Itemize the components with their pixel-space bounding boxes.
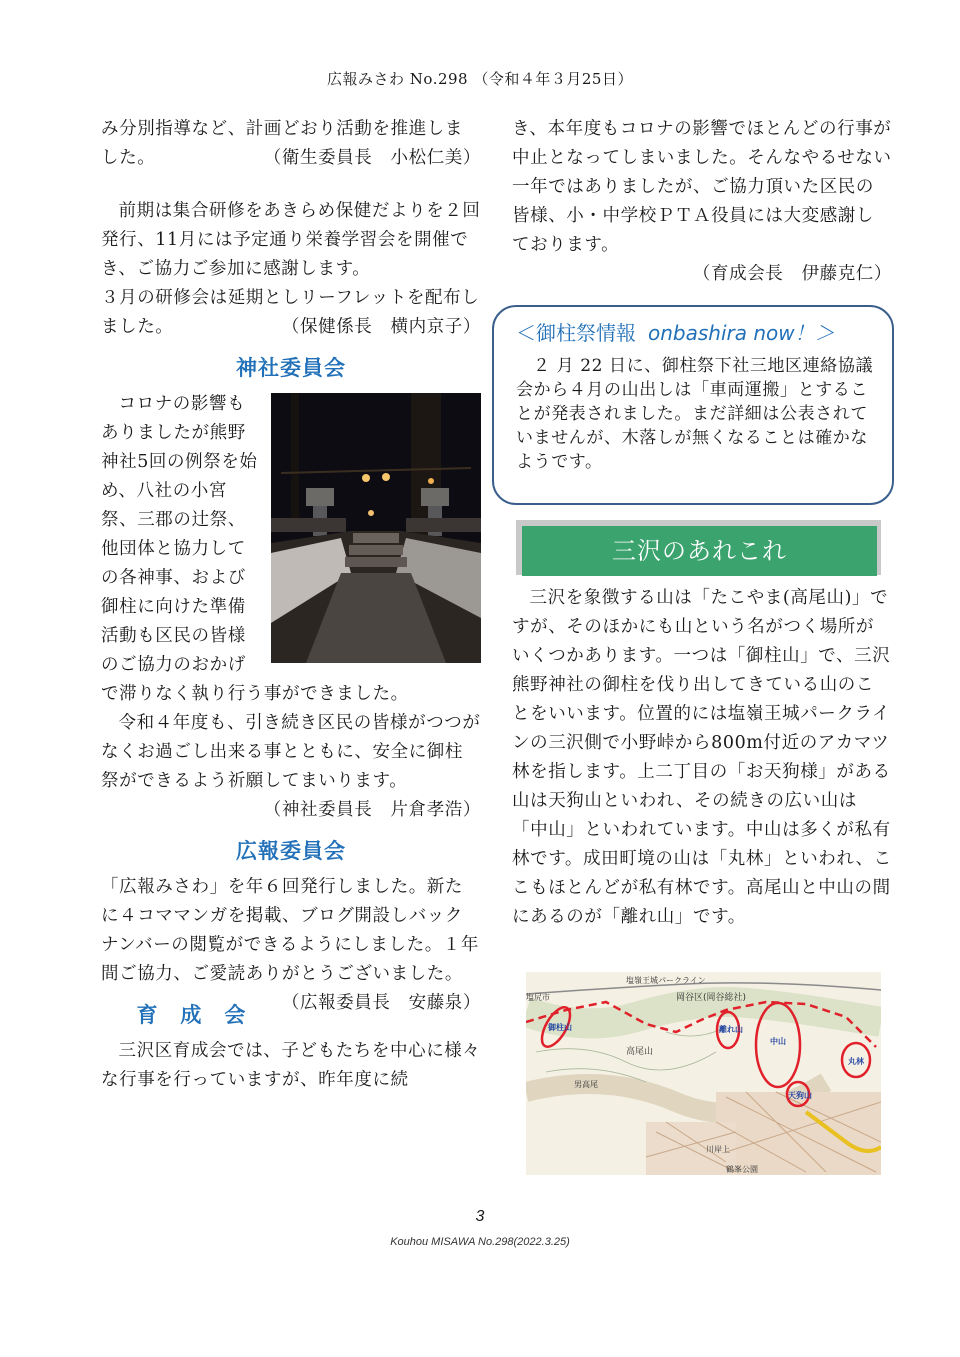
map-label-hanare: 離れ山 <box>719 1025 743 1034</box>
misawa-topics-banner: 三沢のあれこれ <box>522 526 877 576</box>
youth-report-continued: き、本年度もコロナの影響でほとんどの行事が中止となってしまいました。そんなやるせない一年ではありましたが、ご協力頂いた区民の皆様、小・中学校ＰＴＡ役員には大変感謝しております。 <box>512 119 892 255</box>
map-label-marubayashi: 丸林 <box>848 1057 864 1066</box>
onbashira-info-box <box>492 305 894 505</box>
footer-caption: Kouhou MISAWA No.298(2022.3.25) <box>390 1236 570 1248</box>
shrine-report-text-2: 令和４年度も、引き続き区民の皆様がつつがなくお過ごし出来る事とともに、安全に御柱祭ができるよう祈願してまいります。 <box>101 713 481 791</box>
sanitation-report-text: み分別指導など、計画どおり活動を推進しました。 （衛生委員長 小松仁美） <box>101 115 481 173</box>
youth-report-text: 三沢区育成会では、子どもたちを中心に様々な行事を行っていますが、昨年度に続 <box>101 1041 481 1090</box>
map-label-onbashira: 御柱山 <box>548 1023 572 1032</box>
shrine-signature: （神社委員長 片倉孝浩） <box>263 800 481 820</box>
page-number: 3 <box>475 1208 485 1225</box>
pr-report-text: 「広報みさわ」を年６回発行しました。新たに４コママンガを掲載、ブログ開設しバックナンバーの閲覧ができるようにしました。１年間ご協力、ご愛読ありがとうございました。 （広報委員長 安藤泉） <box>101 873 481 989</box>
health-report-text: 前期は集合研修をあきらめ保健だよりを２回発行、11月には予定通り栄養学習会を開催でき、ご協力ご参加に感謝します。 <box>101 201 481 279</box>
youth-signature: （育成会長 伊藤克仁） <box>692 264 892 284</box>
right-column <box>512 115 892 289</box>
shrine-report-text: コロナの影響もありましたが熊野神社5回の例祭を始め、八社の小宮祭、三郡の辻祭、他団体と協力しての各神事、および御柱に向けた準備活動も区民の皆様のご協力のおかげで滞りなく執り行う事ができました。 <box>101 394 409 704</box>
pr-committee-heading: 広報委員会 <box>236 839 346 863</box>
pr-signature: （広報委員長 安藤泉） <box>281 993 481 1013</box>
sanitation-signature: （衛生委員長 小松仁美） <box>263 148 481 168</box>
health-signature: （保健係長 横内京子） <box>281 317 481 337</box>
shrine-night-photo <box>271 393 481 663</box>
left-column <box>101 115 481 1095</box>
map-label-nakayama: 中山 <box>770 1037 786 1046</box>
shrine-committee-heading: 神社委員会 <box>236 356 346 380</box>
map-label-tengu: 天狗山 <box>788 1091 812 1100</box>
map-label-takao: 高尾山 <box>626 1047 654 1057</box>
youth-association-heading: 育 成 会 <box>136 1003 247 1027</box>
map-label-city: 塩尻市 <box>526 993 550 1002</box>
health-report-text-2: ３月の研修会は延期としリーフレットを配布しました。 （保健係長 横内京子） <box>101 284 481 342</box>
onbashira-info-text: ２ 月 22 日に、御柱祭下社三地区連絡協議会から４月の山出しは「車両運搬」とすることが発表されました。まだ詳細は公表されていませんが、木落しが無くなることは確かなようです。 <box>516 356 874 472</box>
map-label-district: 岡谷区(岡谷総社) <box>676 993 747 1003</box>
map-label-otakao: 男高尾 <box>574 1080 598 1089</box>
misawa-topics-text: 三沢を象徴する山は「たこやま(高尾山)」ですが、そのほかにも山という名がつく場所がいくつかあります。一つは「御柱山」で、三沢熊野神社の御柱を伐り出してきている山のことをいいます。位置的には塩嶺王城パークラインの三沢側で小野峠から800m付近のアカマツ林を指します。上二丁目の「お天狗様」がある山は天狗山といわれ、その続きの広い山は「中山」といわれています。中山は多くが私有林です。成田町境の山は「丸林」といわれ、ここもほとんどが私有林です。高尾山と中山の間にあるのが「離れ山」です。 <box>512 588 892 927</box>
map-label-kawagishi: 川岸上 <box>706 1145 730 1154</box>
area-map <box>526 972 881 1175</box>
onbashira-info-title: ＜御柱祭情報 onbashira now！＞ <box>516 321 835 345</box>
page-header: 広報みさわ No.298 （令和４年３月25日） <box>327 70 633 88</box>
map-label-road: 塩嶺王城パークライン <box>626 976 706 985</box>
right-column-body <box>512 584 892 932</box>
map-label-park: 鶴峯公園 <box>726 1165 758 1174</box>
